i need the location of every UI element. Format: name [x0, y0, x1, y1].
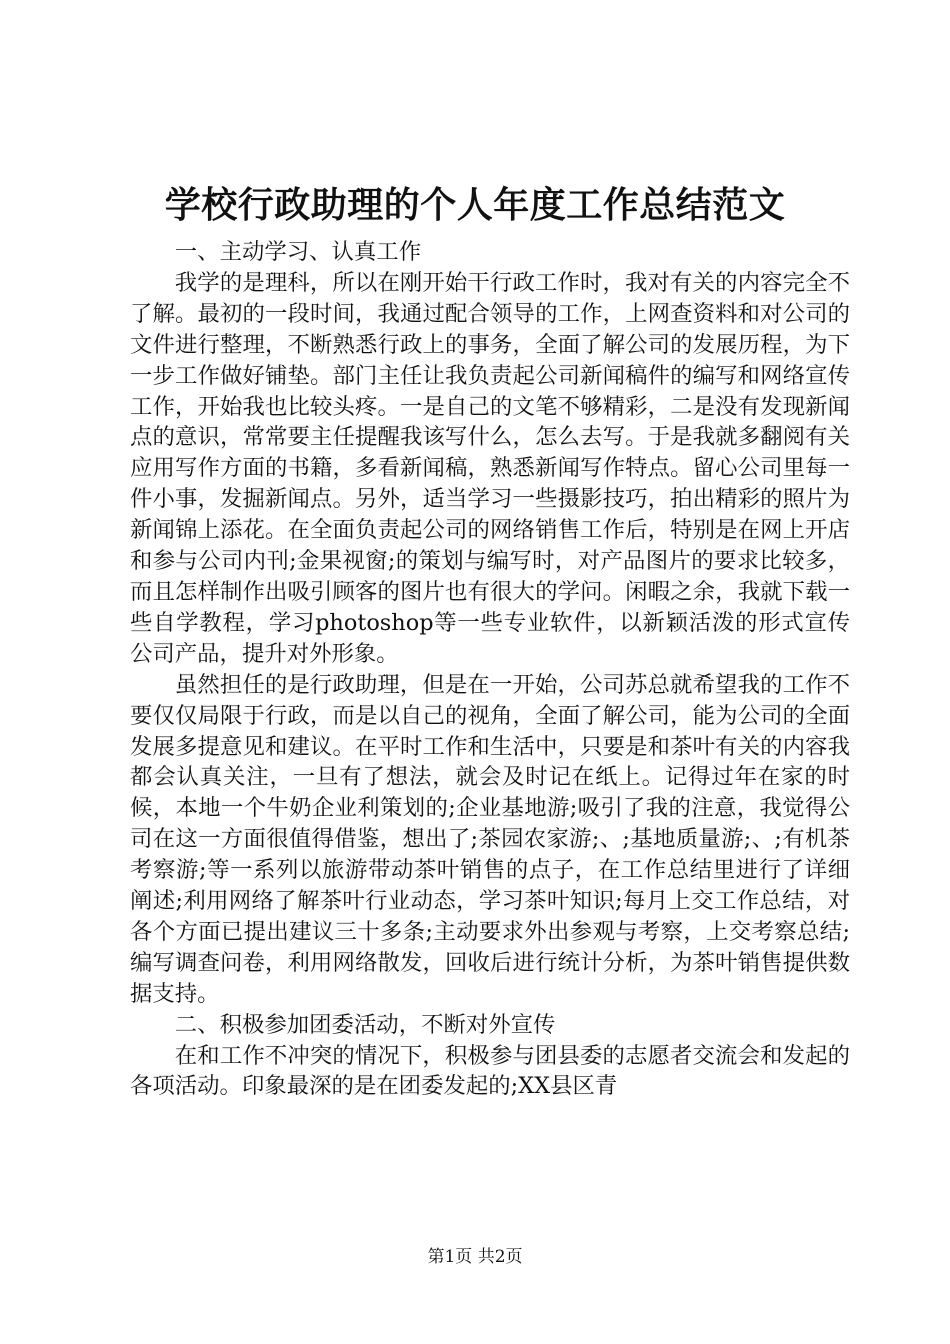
section-heading-2: 二、积极参加团委活动，不断对外宣传: [174, 1011, 556, 1038]
page-footer: 第1页 共2页: [427, 1247, 523, 1267]
document-body: [130, 237, 850, 1102]
paragraph-3: 在和工作不冲突的情况下，积极参与团县委的志愿者交流会和发起的各项活动。印象最深的是在团委发起的;XX县区青: [130, 1042, 850, 1100]
section-heading-1: 一、主动学习、认真工作: [174, 239, 422, 265]
document-title: 学校行政助理的个人年度工作总结范文: [164, 184, 786, 226]
paragraph-1: 我学的是理科，所以在刚开始干行政工作时，我对有关的内容完全不了解。最初的一段时间，我通过配合领导的工作，上网查资料和对公司的文件进行整理，不断熟悉行政上的事务，全面了解公司的发展历程，为下一步工作做好铺垫。部门主任让我负责起公司新闻稿件的编写和网络宣传工作，开始我也比较头疼。一是自己的文笔不够精彩，二是没有发现新闻点的意识，常常要主任提醒我该写什么，怎么去写。于是我就多翻阅有关应用写作方面的书籍，多看新闻稿，熟悉新闻写作特点。留心公司里每一件小事，发掘新闻点。另外，适当学习一些摄影技巧，拍出精彩的照片为新闻锦上添花。在全面负责起公司的网络销售工作后，特别是在网上开店和参与公司内刊;金果视窗;的策划与编写时，对产品图片的要求比较多，而且怎样制作出吸引顾客的图片也有很大的学问。闲暇之余，我就下载一些自学教程，学习photoshop等一些专业软件，以新颖活泼的形式宣传公司产品，提升对外形象。: [130, 269, 850, 667]
paragraph-2: 虽然担任的是行政助理，但是在一开始，公司苏总就希望我的工作不要仅仅局限于行政，而是以自己的视角，全面了解公司，能为公司的全面发展多提意见和建议。在平时工作和生活中，只要是和茶叶有关的内容我都会认真关注，一旦有了想法，就会及时记在纸上。记得过年在家的时候，本地一个牛奶企业利策划的;企业基地游;吸引了我的注意，我觉得公司在这一方面很值得借鉴，想出了;茶园农家游;、;基地质量游;、;有机茶考察游;等一系列以旅游带动茶叶销售的点子，在工作总结里进行了详细阐述;利用网络了解茶叶行业动态，学习茶叶知识;每月上交工作总结，对各个方面已提出建议三十多条;主动要求外出参观与考察，上交考察总结;编写调查问卷，利用网络散发，回收后进行统计分析，为茶叶销售提供数据支持。: [130, 671, 850, 1007]
